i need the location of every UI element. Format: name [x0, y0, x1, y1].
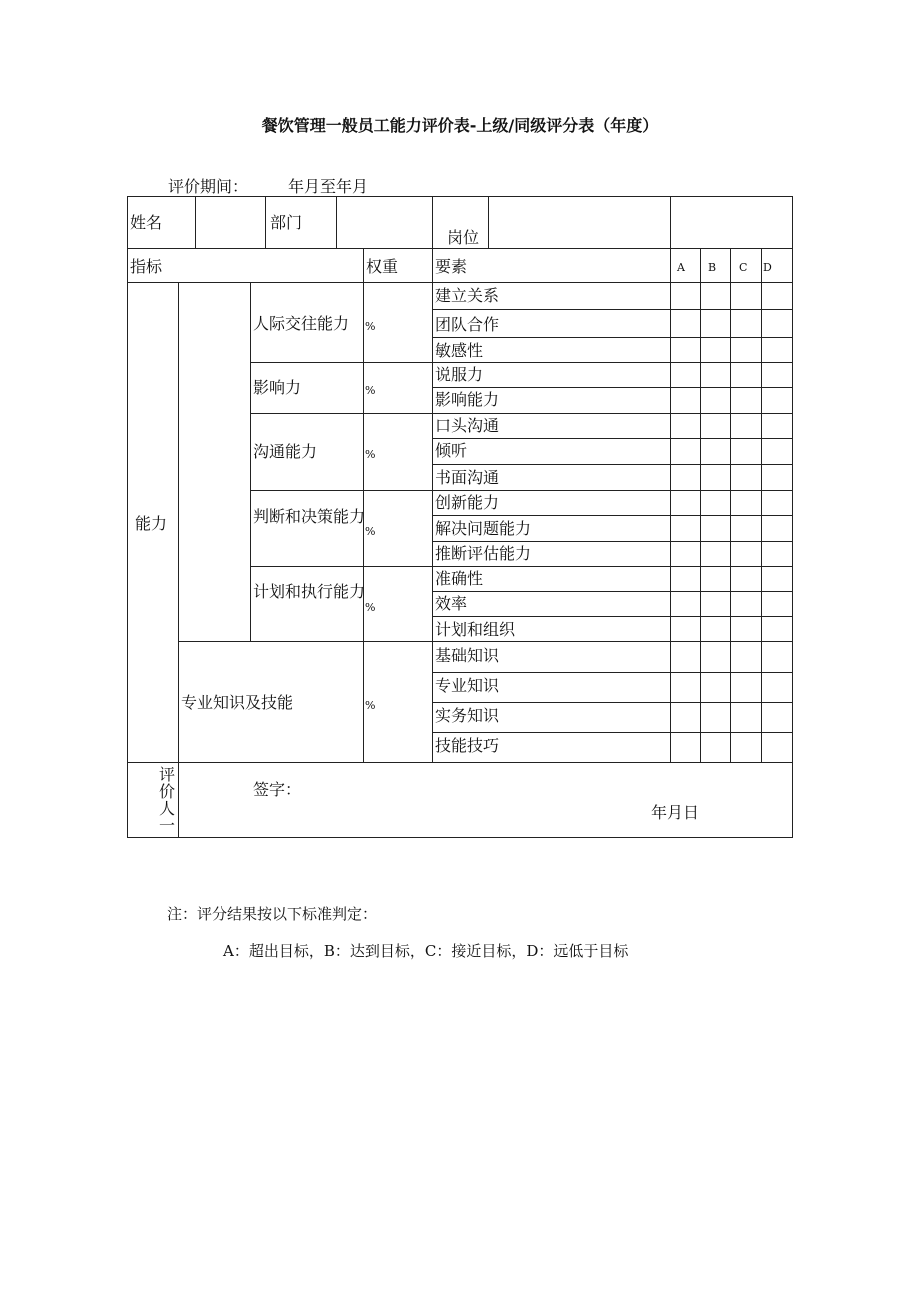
group-name: 影响力	[253, 378, 302, 397]
group-name: 判断和决策能力	[253, 507, 366, 526]
element-label: 口头沟通	[435, 416, 500, 435]
signature-label: 签字：	[253, 780, 302, 799]
name-input[interactable]	[196, 197, 265, 248]
group-name: 计划和执行能力	[253, 582, 366, 601]
weight-cell: %	[365, 384, 376, 397]
weight-cell: %	[365, 699, 376, 712]
weight-cell: %	[365, 448, 376, 461]
position-label: 岗位	[447, 228, 480, 247]
weight-cell: %	[365, 320, 376, 333]
element-label: 敏感性	[435, 341, 484, 360]
group-name: 沟通能力	[253, 442, 318, 461]
group-name: 专业知识及技能	[181, 693, 294, 712]
grade-c-header: C	[739, 261, 748, 274]
element-label: 效率	[435, 594, 468, 613]
evaluator-label: 评价人一	[158, 765, 175, 835]
element-label: 创新能力	[435, 493, 500, 512]
dept-input[interactable]	[337, 197, 432, 248]
element-label: 影响能力	[435, 390, 500, 409]
element-label: 计划和组织	[435, 620, 516, 639]
element-label: 技能技巧	[435, 736, 500, 755]
element-label: 团队合作	[435, 315, 500, 334]
element-label: 说服力	[435, 365, 484, 384]
position-input[interactable]	[489, 197, 670, 248]
element-header: 要素	[435, 257, 468, 276]
element-label: 书面沟通	[435, 468, 500, 487]
period-value: 年月至年月	[288, 177, 369, 196]
weight-header: 权重	[366, 257, 399, 276]
weight-cell: %	[365, 525, 376, 538]
dept-label: 部门	[270, 213, 303, 232]
element-label: 倾听	[435, 441, 468, 460]
document-title: 餐饮管理一般员工能力评价表-上级/同级评分表（年度）	[261, 116, 659, 135]
element-label: 推断评估能力	[435, 544, 532, 563]
element-label: 基础知识	[435, 646, 500, 665]
grade-a-header: A	[677, 261, 685, 274]
element-label: 实务知识	[435, 706, 500, 725]
grade-d-header: D	[763, 261, 772, 274]
weight-cell: %	[365, 601, 376, 614]
date-label: 年月日	[651, 803, 700, 822]
grade-b-header: B	[708, 261, 717, 274]
indicator-header: 指标	[130, 257, 163, 276]
note-line-1: 注：评分结果按以下标准判定：	[167, 905, 378, 923]
element-label: 建立关系	[435, 286, 500, 305]
category-label: 能力	[135, 514, 168, 533]
element-label: 解决问题能力	[435, 519, 532, 538]
element-label: 专业知识	[435, 676, 500, 695]
period-label: 评价期间：	[168, 177, 249, 196]
group-name: 人际交往能力	[253, 314, 350, 333]
element-label: 准确性	[435, 569, 484, 588]
note-line-2: A：超出目标，B：达到目标，C：接近目标，D：远低于目标	[223, 942, 629, 960]
name-label: 姓名	[130, 213, 163, 232]
